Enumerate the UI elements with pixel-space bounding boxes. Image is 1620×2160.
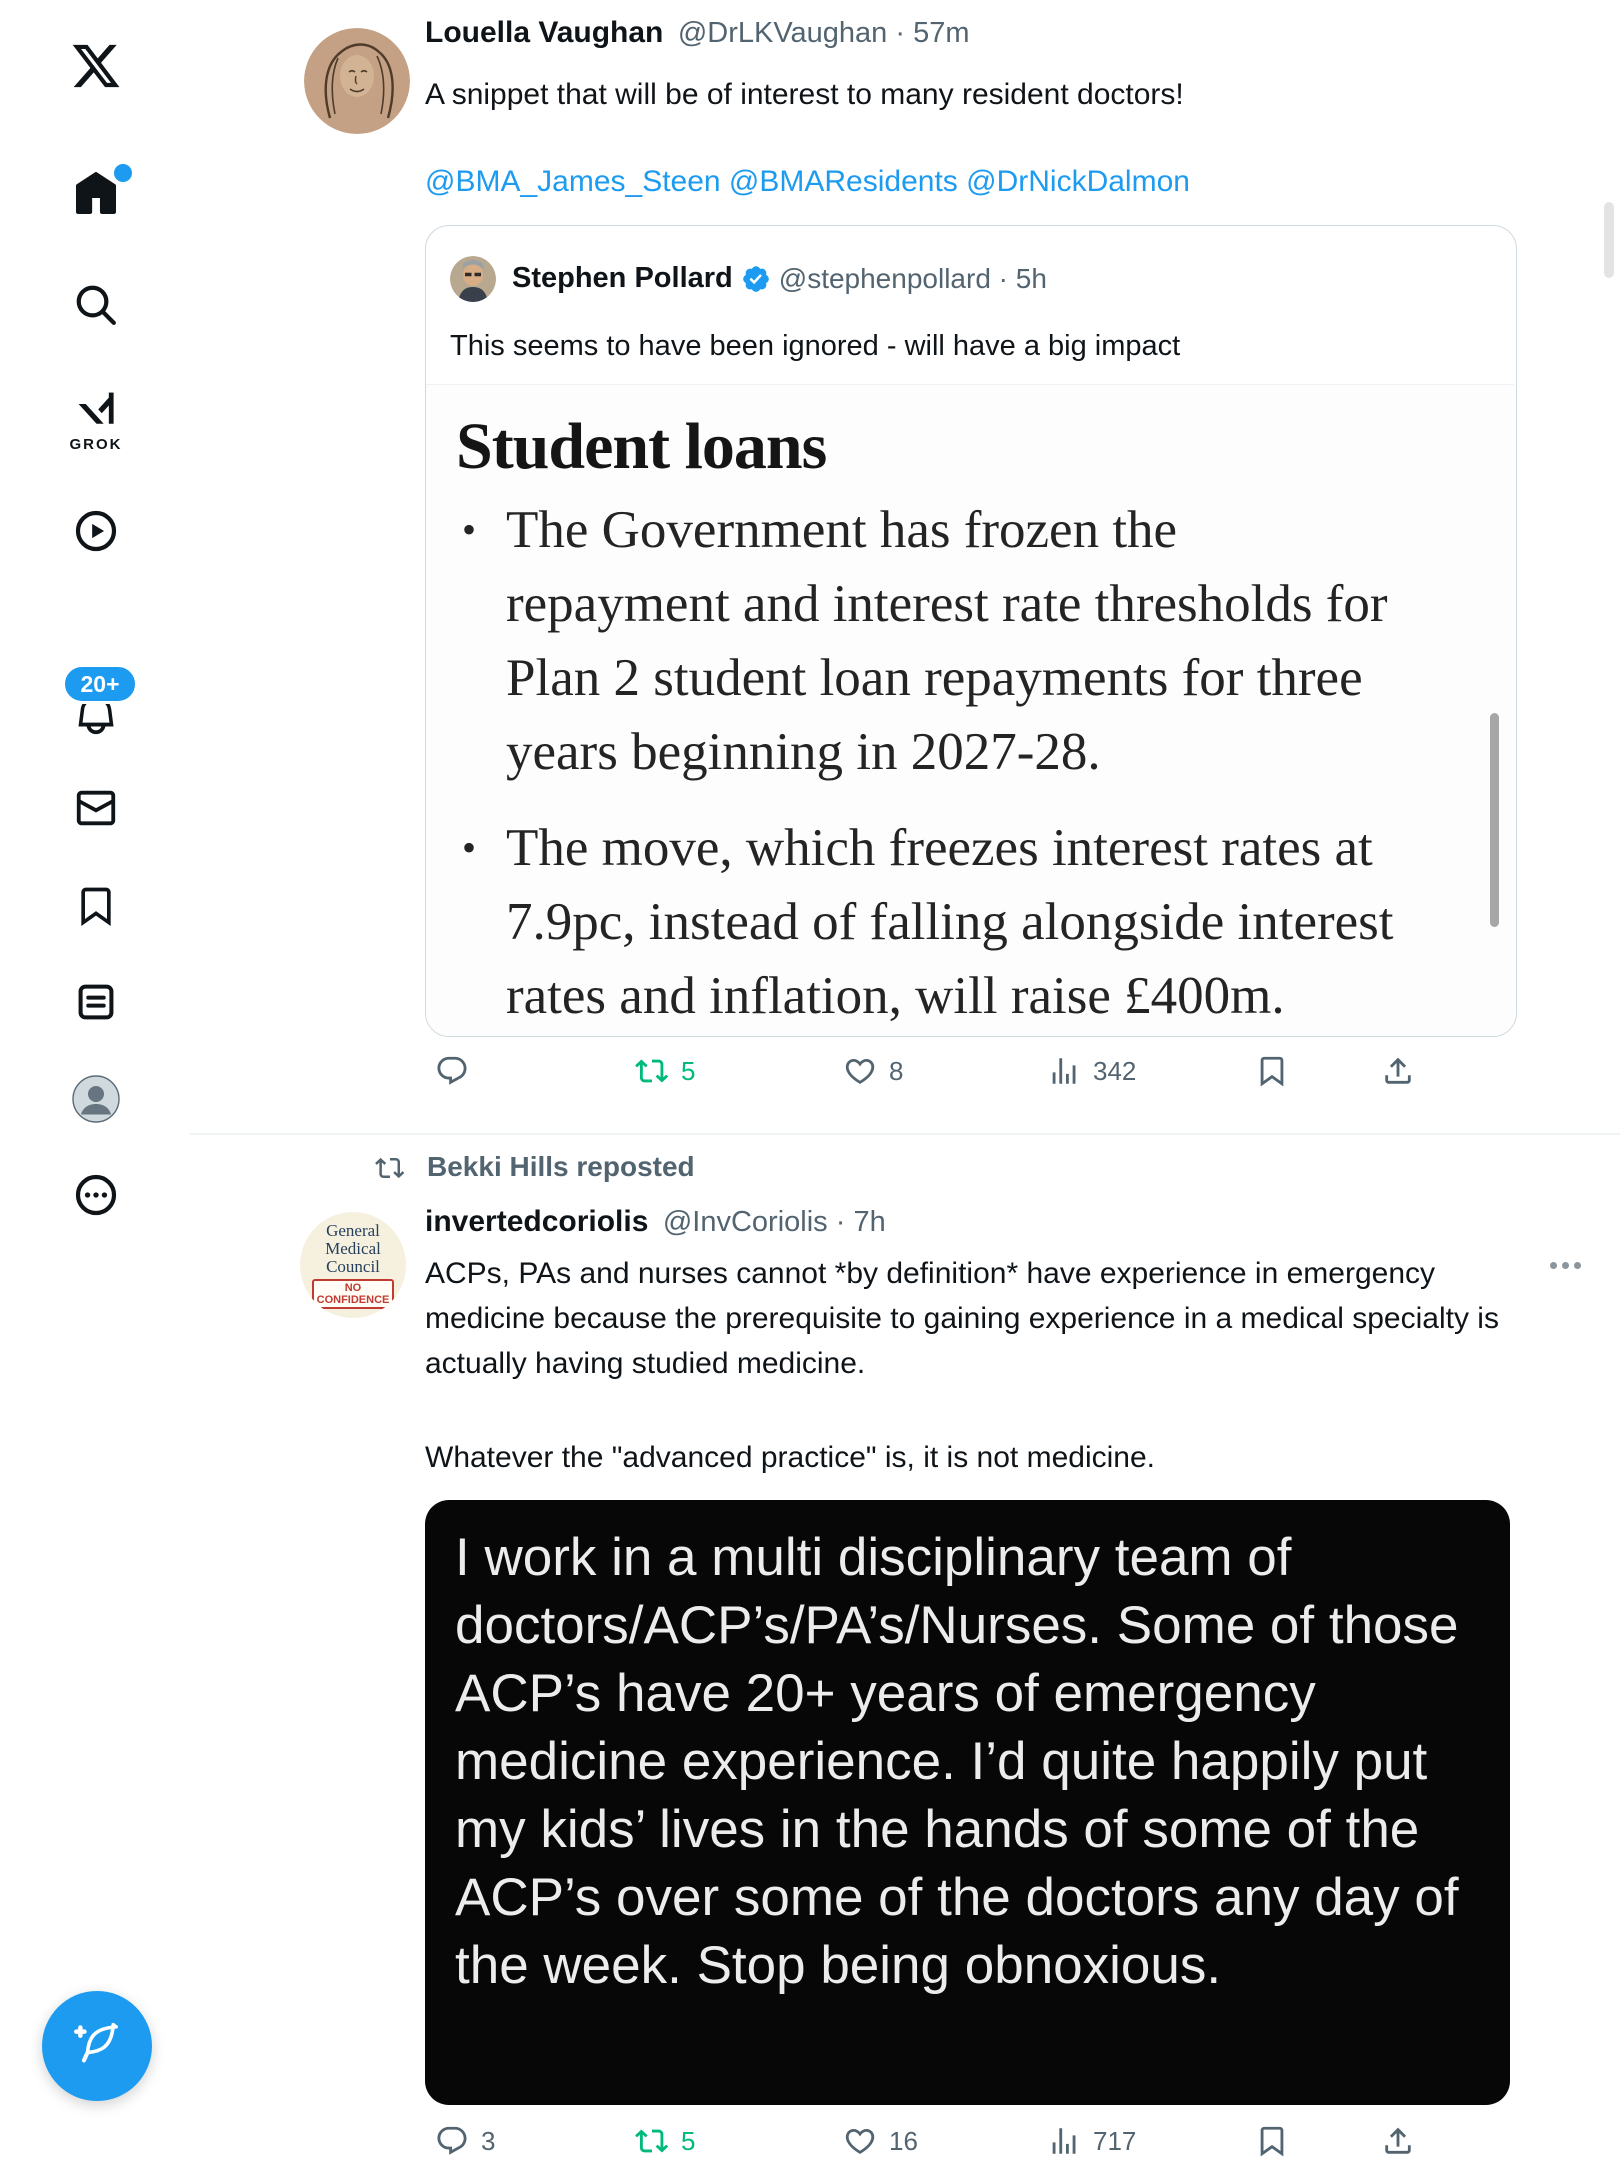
like-count: 16 bbox=[889, 2125, 918, 2156]
page-scrollbar[interactable] bbox=[1604, 202, 1614, 278]
sidebar-item-lists[interactable] bbox=[74, 980, 118, 1024]
sidebar-item-messages[interactable] bbox=[73, 785, 119, 831]
play-circle-icon bbox=[73, 508, 119, 554]
tweet-header bbox=[425, 16, 970, 50]
bullet-text: The Government has frozen the repayment and interest rate thresholds for Plan 2 student loan repayments for three years beginning in 2027-28. bbox=[506, 501, 1388, 781]
author-meta[interactable]: @DrLKVaughan · 57m bbox=[677, 17, 970, 49]
bullet-dot: • bbox=[462, 825, 477, 870]
reply-count: 3 bbox=[481, 2125, 496, 2156]
home-unread-dot bbox=[114, 164, 132, 182]
share-button[interactable] bbox=[1381, 1054, 1415, 1088]
compose-button[interactable] bbox=[42, 1991, 152, 2101]
sidebar-item-profile[interactable] bbox=[72, 1075, 120, 1123]
portrait-photo bbox=[450, 256, 496, 302]
snippet-bullet bbox=[462, 493, 1402, 789]
snippet-scrollbar bbox=[1490, 713, 1499, 927]
bookmark-button[interactable] bbox=[1255, 1054, 1289, 1088]
repost-context[interactable]: Bekki Hills reposted bbox=[427, 1151, 695, 1182]
repost-button[interactable] bbox=[635, 2124, 695, 2158]
tweet-paragraph: ACPs, PAs and nurses cannot *by definition* have experience in emergency medicine because the prerequisite to gaining experience in a medical specialty is actually having studied medicine. bbox=[425, 1257, 1499, 1380]
quoted-tweet-card[interactable] bbox=[425, 225, 1517, 1037]
profile-avatar-icon bbox=[72, 1075, 120, 1123]
like-button[interactable] bbox=[843, 1054, 903, 1088]
share-icon bbox=[1381, 2124, 1415, 2158]
quoted-author-name[interactable]: Stephen Pollard bbox=[512, 262, 733, 294]
news-snippet-image[interactable] bbox=[426, 384, 1514, 1036]
repost-icon bbox=[635, 1054, 669, 1088]
bookmark-icon bbox=[1255, 2124, 1289, 2158]
reply-button[interactable] bbox=[435, 1054, 481, 1088]
quoted-tweet-header bbox=[512, 262, 1047, 295]
gmc-org-line: General bbox=[326, 1220, 380, 1240]
grok-label: GROK bbox=[69, 436, 123, 453]
reply-button[interactable] bbox=[435, 2124, 495, 2158]
tweet-invertedcoriolis[interactable] bbox=[190, 1135, 1620, 2160]
author-meta[interactable]: @InvCoriolis · 7h bbox=[662, 1206, 886, 1238]
tweet-header bbox=[425, 1205, 886, 1239]
reply-icon bbox=[435, 2124, 469, 2158]
views-button[interactable] bbox=[1047, 2124, 1136, 2158]
repost-button[interactable] bbox=[635, 1054, 695, 1088]
gmc-no-confidence-stamp bbox=[312, 1279, 395, 1309]
share-button[interactable] bbox=[1381, 2124, 1415, 2158]
tweet-text: A snippet that will be of interest to many resident doctors! bbox=[425, 78, 1184, 111]
sketch-portrait-image bbox=[304, 28, 410, 134]
avatar-stephen-pollard[interactable] bbox=[450, 256, 496, 302]
author-name[interactable]: Louella Vaughan bbox=[425, 16, 664, 49]
repost-count: 5 bbox=[681, 2125, 696, 2156]
quoted-tweet-text: This seems to have been ignored - will have a big impact bbox=[450, 330, 1181, 362]
heart-icon bbox=[843, 2124, 877, 2158]
views-chart-icon bbox=[1047, 1054, 1081, 1088]
like-button[interactable] bbox=[843, 2124, 918, 2158]
snippet-bullet bbox=[462, 811, 1402, 1033]
author-name[interactable]: invertedcoriolis bbox=[425, 1205, 649, 1238]
tweet-louella-vaughan[interactable] bbox=[190, 0, 1620, 1133]
sidebar-item-home[interactable] bbox=[72, 170, 120, 218]
reply-icon bbox=[435, 1054, 469, 1088]
snippet-headline: Student loans bbox=[456, 410, 827, 483]
avatar-invertedcoriolis-gmc[interactable] bbox=[300, 1212, 406, 1318]
views-chart-icon bbox=[1047, 2124, 1081, 2158]
sidebar-item-grok[interactable] bbox=[74, 388, 118, 432]
sidebar-item-video[interactable] bbox=[73, 508, 119, 554]
avatar-louella-vaughan[interactable] bbox=[304, 28, 410, 134]
compose-feather-icon bbox=[70, 2019, 124, 2073]
views-count: 717 bbox=[1093, 2125, 1137, 2156]
tweet-mentions-links[interactable]: @BMA_James_Steen @BMAResidents @DrNickDalmon bbox=[425, 165, 1190, 198]
bookmark-icon bbox=[74, 884, 118, 928]
reposted-icon bbox=[375, 1153, 405, 1183]
views-button[interactable] bbox=[1047, 1054, 1136, 1088]
quote-screenshot-image[interactable]: I work in a multi disciplinary team of doctors/ACP’s/PA’s/Nurses. Some of those ACP’s have 20+ years of emergency medicine experience. I’d quite happily put my kids’ lives in the hands of some of the ACP’s over some of the doctors any day of the week. Stop being obnoxious. bbox=[425, 1500, 1510, 2105]
sidebar-item-x-logo[interactable] bbox=[70, 40, 122, 92]
sidebar bbox=[0, 0, 192, 2160]
sidebar-item-search[interactable] bbox=[73, 282, 119, 328]
verified-badge-icon bbox=[741, 264, 771, 294]
search-icon bbox=[73, 282, 119, 328]
heart-icon bbox=[843, 1054, 877, 1088]
envelope-icon bbox=[73, 785, 119, 831]
more-circle-icon bbox=[73, 1172, 119, 1218]
bookmark-button[interactable] bbox=[1255, 2124, 1289, 2158]
sidebar-item-bookmarks[interactable] bbox=[74, 884, 118, 928]
tweet-more-button[interactable] bbox=[1550, 1257, 1586, 1275]
grok-icon bbox=[74, 388, 118, 432]
bookmark-icon bbox=[1255, 1054, 1289, 1088]
share-icon bbox=[1381, 1054, 1415, 1088]
sidebar-item-more[interactable] bbox=[73, 1172, 119, 1218]
views-count: 342 bbox=[1093, 1055, 1137, 1086]
tweet-paragraph: Whatever the "advanced practice" is, it is not medicine. bbox=[425, 1441, 1155, 1474]
like-count: 8 bbox=[889, 1055, 904, 1086]
gmc-org-line: Medical bbox=[325, 1238, 381, 1258]
quoted-author-meta[interactable]: @stephenpollard · 5h bbox=[778, 262, 1047, 294]
snippet-bullets bbox=[462, 493, 1402, 1033]
home-icon bbox=[72, 170, 120, 218]
stamp-line: NO bbox=[344, 1281, 362, 1294]
lists-icon bbox=[74, 980, 118, 1024]
repost-count: 5 bbox=[681, 1055, 696, 1086]
x-logo-icon bbox=[70, 40, 122, 92]
notifications-badge: 20+ bbox=[62, 664, 138, 704]
stamp-line: CONFIDENCE bbox=[316, 1293, 390, 1306]
bullet-text: The move, which freezes interest rates at 7.9pc, instead of falling alongside interest rates and inflation, will raise £400m. bbox=[506, 819, 1394, 1025]
bullet-dot: • bbox=[462, 507, 477, 552]
repost-icon bbox=[635, 2124, 669, 2158]
gmc-org-line: Council bbox=[326, 1256, 380, 1276]
